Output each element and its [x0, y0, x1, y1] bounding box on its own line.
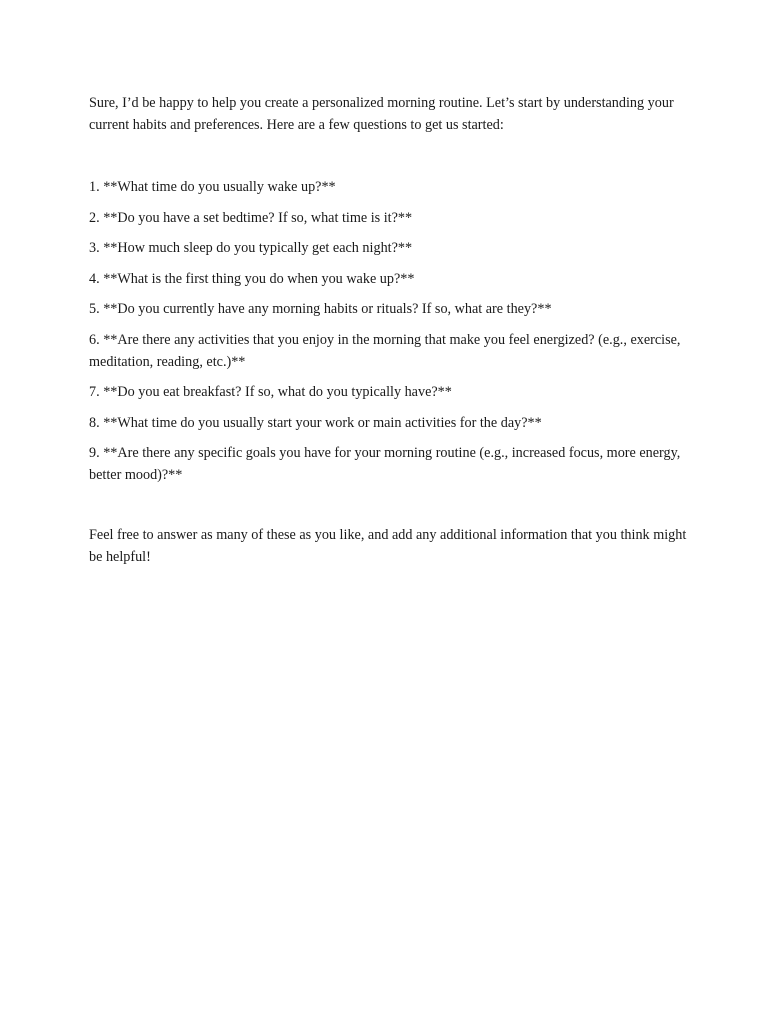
document-page: [89, 92, 689, 568]
question-item-6: 6. **Are there any activities that you enjoy in the morning that make you feel energized? (e.g., exercise, meditation, reading, etc.)**: [89, 331, 681, 370]
question-item-3: 3. **How much sleep do you typically get each night?**: [89, 240, 413, 256]
question-item-8: 8. **What time do you usually start your work or main activities for the day?**: [89, 414, 542, 431]
closing-paragraph: Feel free to answer as many of these as you like, and add any additional information that you think might be helpful!: [89, 527, 687, 565]
question-item-2: 2. **Do you have a set bedtime? If so, what time is it?**: [89, 209, 413, 226]
intro-paragraph: Sure, I’d be happy to help you create a personalized morning routine. Let’s start by understanding your current habits and preferences. Here are a few questions to get us started:: [89, 95, 674, 133]
question-list: [89, 176, 689, 486]
question-item-1: 1. **What time do you usually wake up?**: [89, 179, 336, 195]
question-item-5: 5. **Do you currently have any morning habits or rituals? If so, what are they?**: [89, 301, 552, 317]
question-item-9: 9. **Are there any specific goals you have for your morning routine (e.g., increased focus, more energy, better mood)?**: [89, 445, 681, 483]
question-item-4: 4. **What is the first thing you do when you wake up?**: [89, 270, 415, 287]
question-item-7: 7. **Do you eat breakfast? If so, what do you typically have?**: [89, 384, 452, 400]
